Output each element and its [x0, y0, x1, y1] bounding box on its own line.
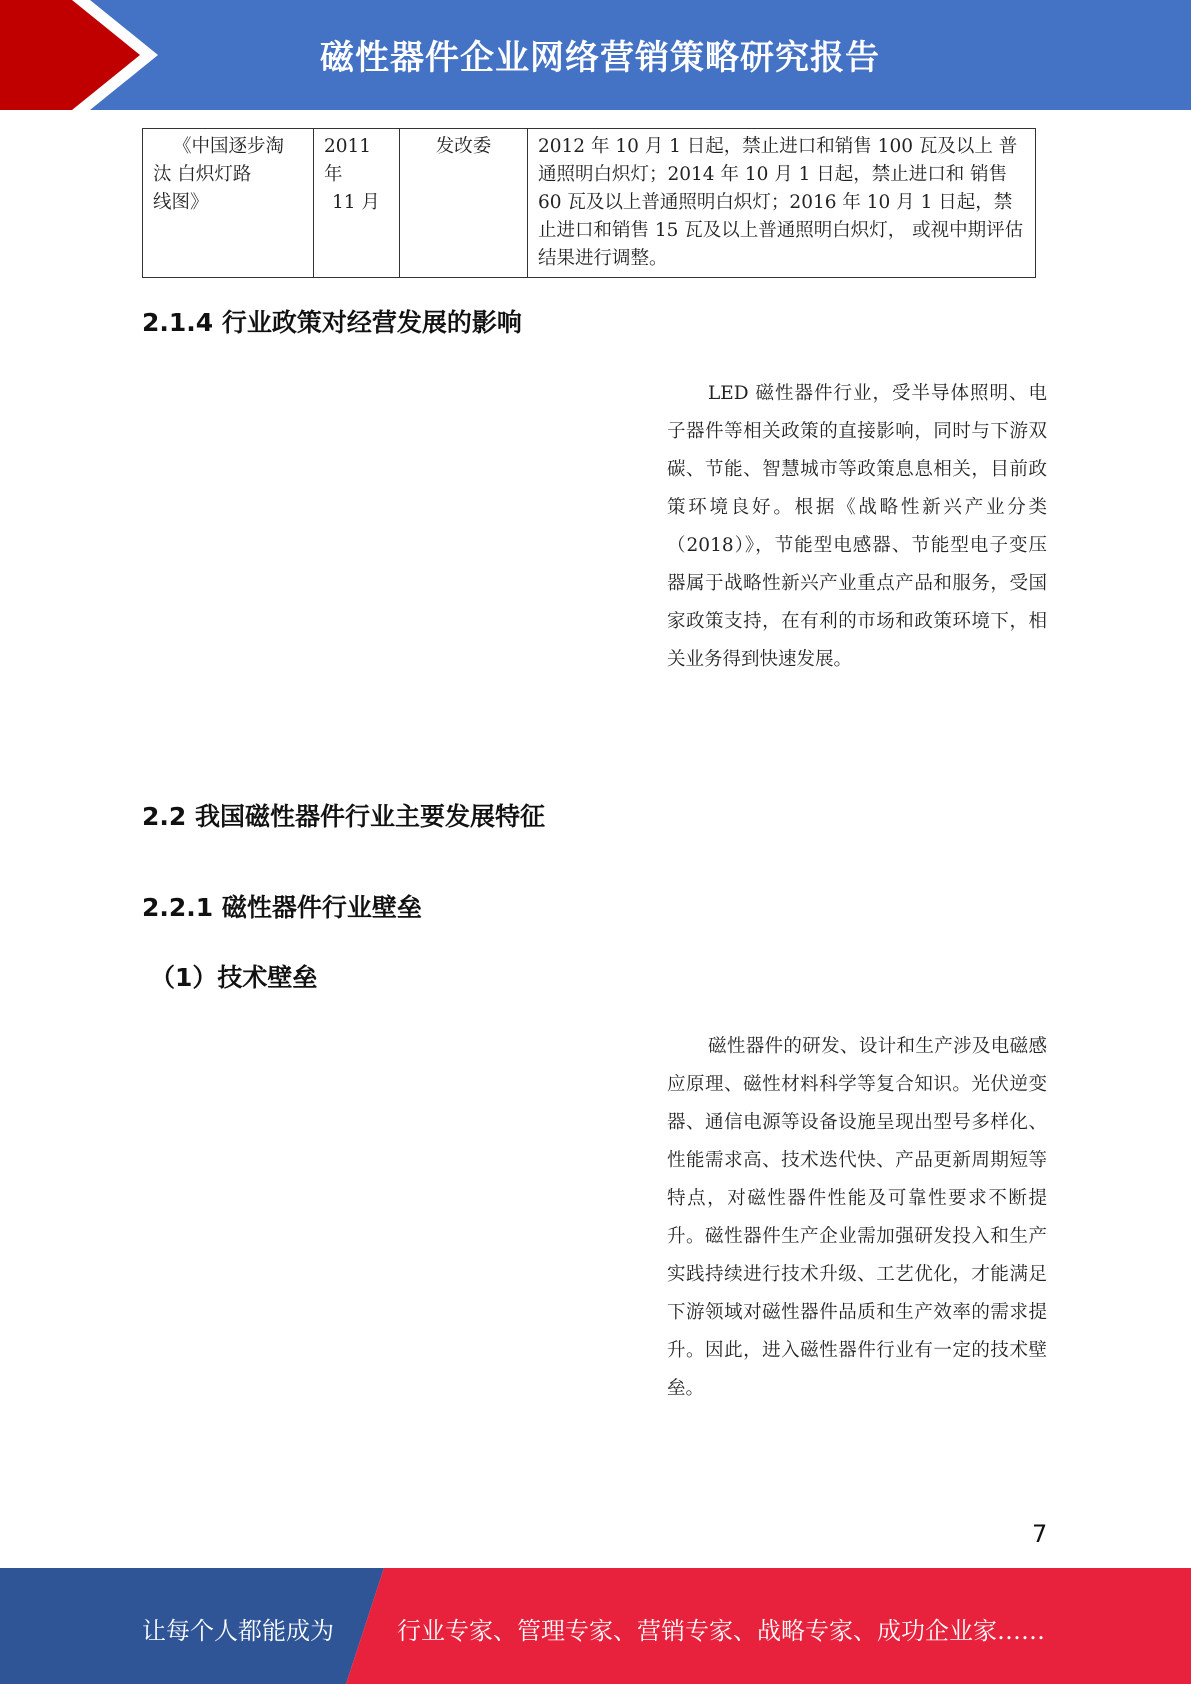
tech-barrier-paragraph: 磁性器件的研发、设计和生产涉及电磁感应原理、磁性材料科学等复合知识。光伏逆变器、通信电源等设备设施呈现出型号多样化、性能需求高、技术迭代快、产品更新周期短等特点，对磁性器件性能及可靠性要求不断提升。磁性器件生产企业需加强研发投入和生产实践持续进行技术升级、工艺优化，才能满足下游领域对磁性器件品质和生产效率的需求提升。因此，进入磁性器件行业有一定的技术壁垒。: [667, 1036, 1047, 1399]
page-number: 7: [1032, 1520, 1048, 1548]
section-heading-2-2: 2.2 我国磁性器件行业主要发展特征: [142, 802, 545, 831]
policy-content-cell: 2012 年 10 月 1 日起，禁止进口和销售 100 瓦及以上 普通照明白炽灯；2014 年 10 月 1 日起，禁止进口和 销售 60 瓦及以上普通照明白炽灯；2016 年 10 月 1 日起，禁止进口和销售 15 瓦及以上普通照明白炽灯， 或视中期评估结果进行调整。: [528, 129, 1036, 278]
chevron-red-shape: [0, 0, 150, 110]
policy-name-cell: [143, 129, 314, 278]
policy-name-line: 汰 白炽灯路: [153, 164, 252, 185]
policy-date-cell: [314, 129, 400, 278]
policy-dept-cell: 发改委: [400, 129, 528, 278]
policy-date-line: 2011: [324, 136, 372, 157]
policy-table: [142, 128, 1036, 278]
page-footer: [0, 1568, 1191, 1684]
section-heading-2-2-1: 2.2.1 磁性器件行业壁垒: [142, 893, 422, 922]
table-row: [143, 129, 1036, 278]
subsection-heading-tech-barrier: （1）技术壁垒: [150, 963, 318, 992]
policy-date-line: 11 月: [332, 192, 380, 213]
policy-impact-paragraph: LED 磁性器件行业，受半导体照明、电子器件等相关政策的直接影响，同时与下游双碳、节能、智慧城市等政策息息相关，目前政策环境良好。根据《战略性新兴产业分类（2018）》，节能型电感器、节能型电子变压器属于战略性新兴产业重点产品和服务，受国家政策支持，在有利的市场和政策环境下，相关业务得到快速发展。: [667, 383, 1047, 670]
policy-name-line: 《中国逐步淘: [173, 136, 285, 157]
footer-slogan-left: 让每个人都能成为: [142, 1617, 334, 1645]
report-title: 磁性器件企业网络营销策略研究报告: [320, 38, 880, 78]
policy-name-line: 线图》: [153, 192, 209, 213]
section-heading-2-1-4: 2.1.4 行业政策对经营发展的影响: [142, 308, 522, 337]
page-header: [0, 0, 1191, 110]
policy-date-line: 年: [324, 164, 343, 185]
footer-slogan-right: 行业专家、管理专家、营销专家、战略专家、成功企业家……: [397, 1617, 1045, 1645]
header-chevron-decoration: [0, 0, 160, 110]
